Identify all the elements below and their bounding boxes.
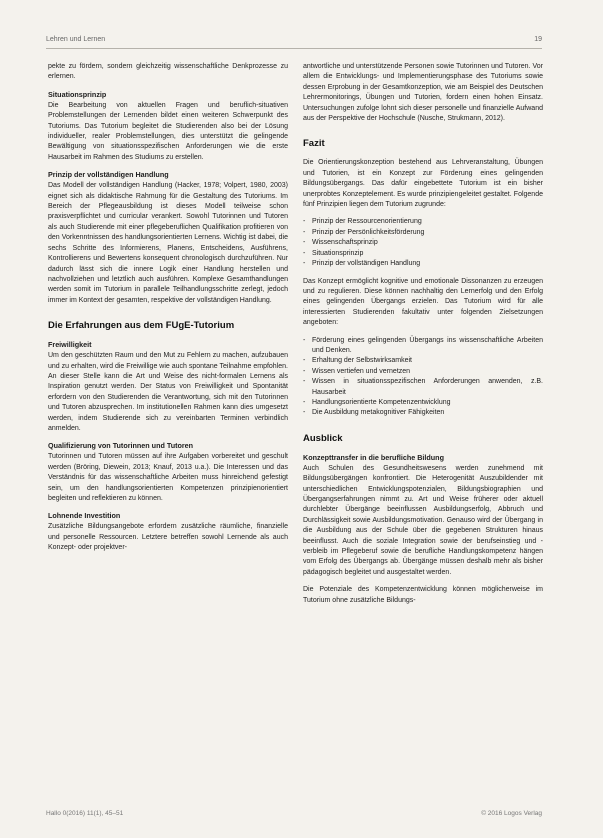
left-column <box>48 62 288 561</box>
paragraph-continuation: antwortliche und unterstützende Personen sowie Tutorinnen und Tutoren. Vor allem die Entwicklungs- und Implementierungsphase des Tutoriums sowie dessen Erprobung in der Gesamtkonzeption, wie am Beispiel des Deutschen Lehrermonitorings, Übungen und Tutorien, fordern einen hohen Einsatz. Untersuchungen zufolge lohnt sich dieser personelle und finanzielle Aufwand aus der Perspektive der Hochschule (Nusche, Strukmann, 2012). <box>303 63 543 123</box>
right-column <box>303 62 543 613</box>
heading-konzepttransfer: Konzepttransfer in die berufliche Bildung <box>303 452 444 462</box>
running-header <box>46 34 542 49</box>
section-heading-erfahrungen: Die Erfahrungen aus dem FUgE-Tutorium <box>48 320 235 332</box>
paragraph-qualifizierung: Tutorinnen und Tutoren müssen auf ihre Aufgaben vorbereitet und geschult werden (Bröring, Diewein, 2013; Knauf, 2013 u.a.). Die Interessen und das Verständnis für das wissenschaftliche Arbeiten muss hinreichend gefestigt sein, um den handlungsorientierten Kompetenzen prinzipienorientiert begleiten und reflektieren zu können. <box>48 453 288 502</box>
paragraph-freiwilligkeit: Um den geschützten Raum und den Mut zu Fehlern zu machen, aufzubauen und zu erhalten, wird die Freiwillige wie auch spontane Teilnahme empfohlen. An dieser Stelle kann die Art und Weise des nicht-formalen Lernens als Inspiration genutzt werden. Der Status von Freiwilligkeit und Spontanität erfordern von den Studierenden die Verantwortung, sich mit den Tutorinnen und Tutoren abzusprechen. Im institutionellen Rahmen kann dies umgesetzt werden, indem Studierende sich zu vereinbarten Terminen verbindlich anmelden. <box>48 352 288 432</box>
paragraph-fazit: Die Orientierungskonzeption bestehend aus Lehrveranstaltung, Übungen und Tutorien, ist ein Konzept zur Förderung eines gelingenden Bildungsübergangs. Das dafür eingebettete Tutorium ist ein bisher unerprobtes Konzeptelement. Es wurde prinzipiengeleitet gestaltet. Folgende fünf Prinzipien liegen dem Tutorium zugrunde: <box>303 159 543 209</box>
paragraph-ausblick: Auch Schulen des Gesundheitswesens werden zunehmend mit Bildungsübergängen konfrontiert. Die Heterogenität Auszubildender mit unterschiedlichen Entwicklungspotenzialen, Bildungsbiographien und Übergangserfahrungen nimmt zu. Art und Weise früherer oder aktuell durchlebter Übergänge beeinflussen Ausbildungserfolg, Abbruch und Durchlässigkeit sowie Ausbildungsmotivation. Genauso wird der Übergang in die Ausbildung aus der Schule über die gegebenen Strukturen hinaus beeinflusst. Auch die soziale Integration sowie der berufseinstieg und -verbleib im Pflegeberuf sowie die berufliche Handlungskompetenz hängen vom Erfolg des Übergangs ab. Übergänge müssen deshalb mehr als bisher pädagogisch begleitet und ausgestaltet werden. <box>303 464 543 576</box>
footer-citation: Hallo 0(2016) 11(1), 45–51 <box>46 810 124 817</box>
heading-vollstaendige-handlung: Prinzip der vollständigen Handlung <box>48 170 169 180</box>
list-item: - Prinzip der vollständigen Handlung <box>303 259 543 269</box>
header-section-title: Lehren und Lernen <box>46 36 106 43</box>
list-item: - Handlungsorientierte Kompetenzentwicklung <box>303 398 543 408</box>
list-item: - Situationsprinzip <box>303 249 543 259</box>
list-item: - Die Ausbildung metakognitiver Fähigkeiten <box>303 408 543 418</box>
page-footer <box>46 810 542 822</box>
heading-qualifizierung: Qualifizierung von Tutorinnen und Tutoren <box>48 441 194 451</box>
list-item: - Wissen vertiefen und vernetzen <box>303 367 543 377</box>
list-item: - Prinzip der Ressourcenorientierung <box>303 217 543 227</box>
list-item: - Prinzip der Persönlichkeitsförderung <box>303 228 543 238</box>
paragraph-intro: pekte zu fördern, sondern gleichzeitig wissenschaftliche Denkprozesse zu erlernen. <box>48 63 288 81</box>
paragraph-potenziale: Die Potenziale des Kompetenzentwicklung können möglicherweise im Tutorium ohne zusätzliche Bildungs- <box>303 586 543 604</box>
page-number: 19 <box>534 36 542 43</box>
paragraph-vollstaendige-handlung: Das Modell der vollständigen Handlung (Hacker, 1978; Volpert, 1980, 2003) eignet sich als didaktische Rahmung für die Gestaltung des Tutoriums. Im Bereich der Pflegeausbildung ist dieses Modell teilweise schon praxisverpflichtet und curricular verankert. Sowohl Tutorinnen und Tutoren als auch Studierende mit einer pflegeberuflichen Qualifikation profitieren von den Vorkenntnissen des handlungsorientierten Lernens. Wichtig ist dabei, die sechs Schritte des Informierens, Planens, Entscheidens, Ausführens, Kontrollierens und Bewertens konsequent chronologisch durchzuführen. Nur dadurch lässt sich die innere Logik einer Handlung herstellen und nachvollziehen und letztlich auch ausführen. Komplexe Gesamthandlungen werden somit im Tutorium in parallele Teilhandlungsschritte zerlegt, jedoch immer im Kontext der gesamten, respektive der vollständigen Handlung. <box>48 182 288 304</box>
list-item: - Wissen in situationsspezifischen Anforderungen anwenden, z.B. Hausarbeit <box>303 377 543 398</box>
paragraph-lohnende-investition: Zusätzliche Bildungsangebote erfordern zusätzliche räumliche, finanzielle und personelle Ressourcen. Letztere betreffen sowohl Lernende als auch Konzept- oder projektver- <box>48 523 288 552</box>
list-item: - Förderung eines gelingenden Übergangs ins wissenschaftliche Arbeiten und Denken. <box>303 336 543 357</box>
principles-list <box>303 217 543 269</box>
heading-freiwilligkeit: Freiwilligkeit <box>48 340 92 350</box>
list-item: - Wissenschaftsprinzip <box>303 238 543 248</box>
heading-situationsprinzip: Situationsprinzip <box>48 89 107 99</box>
section-heading-fazit: Fazit <box>303 138 325 150</box>
paragraph-konzept: Das Konzept ermöglicht kognitive und emotionale Dissonanzen zu erzeugen und zu regulieren. Diese können nachhaltig den Lernerfolg und den Erfolg eines gelingenden Übergangs erzielen. Das Tutorium wird für alle interessierten Studierenden fakultativ unter folgenden Zielsetzungen angeboten: <box>303 277 543 327</box>
list-item: - Erhaltung der Selbstwirksamkeit <box>303 356 543 366</box>
section-heading-ausblick: Ausblick <box>303 432 343 444</box>
footer-copyright: © 2016 Logos Verlag <box>481 810 542 817</box>
goals-list <box>303 336 543 419</box>
heading-lohnende-investition: Lohnende Investition <box>48 511 121 521</box>
paragraph-situationsprinzip: Die Bearbeitung von aktuellen Fragen und beruflich-situativen Problemstellungen der Lernenden bildet einen weiteren Schwerpunkt des Tutoriums. Das Tutorium begleitet die Studierenden also bei der Lösung individueller, realer Problemstellungen, dies unterstützt die gelingende Bewältigung von situationsspezifischen Anforderungen wie die erste Hausarbeit im Rahmen des Studiums zu erstellen. <box>48 101 288 161</box>
